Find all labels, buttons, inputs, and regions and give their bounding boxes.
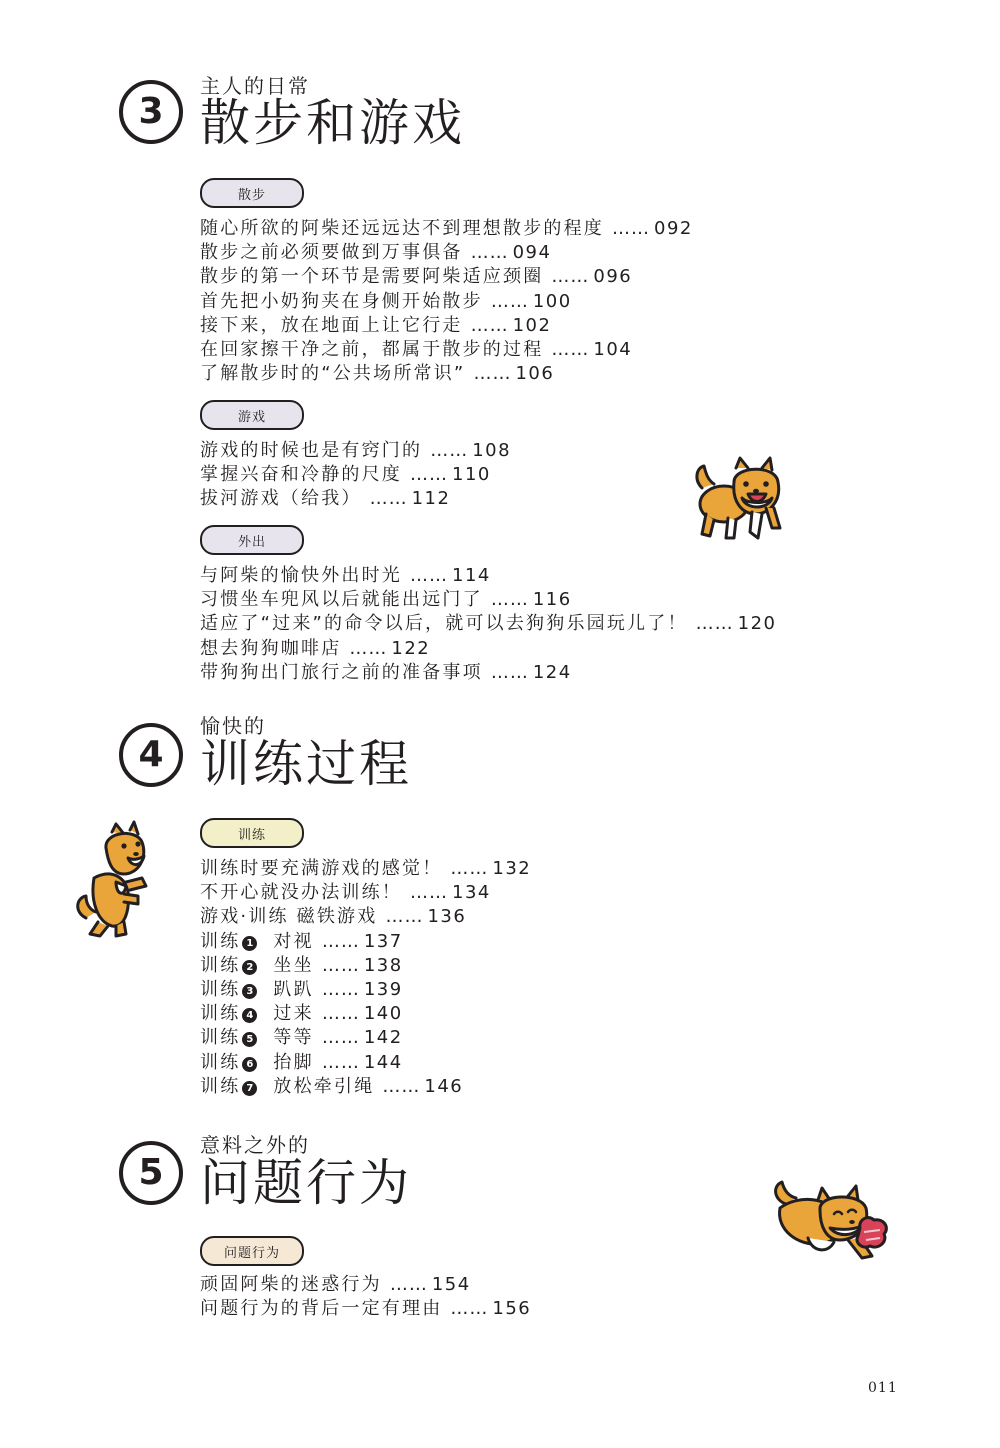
section-label-problem-behavior: 问题行为 — [200, 1236, 304, 1266]
page-number: 104 — [593, 338, 633, 360]
section-label-walk: 散步 — [200, 178, 304, 208]
toc-entry[interactable]: 游戏的时候也是有窍门的 …… 108 — [200, 440, 512, 461]
chapter-5-number-badge — [119, 1141, 183, 1205]
chapter-5-number: 5 — [138, 1152, 164, 1193]
page-number: 142 — [363, 1027, 403, 1049]
page-number: 116 — [532, 589, 572, 611]
page-number: 096 — [593, 266, 633, 288]
toc-list-problem-behavior — [200, 1273, 531, 1321]
page-number: 122 — [391, 637, 431, 659]
toc-entry[interactable]: 散步的第一个环节是需要阿柴适应颈圈 …… 096 — [200, 266, 633, 288]
page-number: 136 — [427, 906, 467, 928]
page-number: 112 — [411, 488, 451, 510]
toc-entry[interactable]: 在回家擦干净之前，都属于散步的过程 …… 104 — [200, 338, 633, 360]
toc-entry[interactable]: 首先把小奶狗夹在身侧开始散步 …… 100 — [200, 290, 572, 312]
chapter-4-title: 训练过程 — [200, 735, 412, 793]
toc-entry[interactable]: 训练 2 坐坐 …… 138 — [200, 954, 403, 976]
shiba-dog-jumping-illustration — [72, 822, 154, 938]
section-label-training: 训练 — [200, 818, 304, 848]
section-label-outing: 外出 — [200, 525, 304, 555]
toc-entry[interactable]: 想去狗狗咖啡店 …… 122 — [200, 637, 431, 659]
toc-entry[interactable]: 带狗狗出门旅行之前的准备事项 …… 124 — [200, 661, 572, 683]
page-number: 134 — [452, 882, 491, 904]
page-number: 154 — [431, 1274, 471, 1295]
step-number-badge: 4 — [242, 1008, 257, 1023]
toc-entry[interactable]: 不开心就没办法训练！ …… 134 — [200, 882, 491, 904]
page-number-footer: 011 — [868, 1380, 898, 1396]
chapter-3-subtitle: 主人的日常 — [200, 74, 310, 98]
page-number: 092 — [654, 218, 693, 239]
shiba-dog-smiling-illustration — [692, 458, 788, 546]
step-number-badge: 7 — [242, 1081, 257, 1096]
page-number: 102 — [512, 314, 552, 336]
page-number: 139 — [363, 978, 403, 1000]
page-number: 110 — [452, 464, 491, 486]
toc-entry[interactable]: 训练 4 过来 …… 140 — [200, 1003, 403, 1025]
page-number: 100 — [532, 290, 572, 312]
page-number: 156 — [492, 1298, 532, 1320]
toc-entry[interactable]: 随心所欲的阿柴还远远达不到理想散步的程度 …… 092 — [200, 218, 693, 239]
step-number-badge: 1 — [242, 936, 257, 951]
page-number: 138 — [363, 954, 403, 976]
chapter-4-subtitle: 愉快的 — [200, 714, 266, 738]
toc-entry[interactable]: 问题行为的背后一定有理由 …… 156 — [200, 1298, 532, 1320]
chapter-5-title: 问题行为 — [200, 1154, 412, 1212]
toc-entry[interactable]: 散步之前必须要做到万事俱备 …… 094 — [200, 242, 552, 264]
chapter-3-title: 散步和游戏 — [200, 94, 465, 152]
toc-entry[interactable]: 接下来，放在地面上让它行走 …… 102 — [200, 314, 552, 336]
page-number: 137 — [363, 930, 403, 952]
toc-entry[interactable]: 训练 5 等等 …… 142 — [200, 1027, 403, 1049]
toc-entry[interactable]: 训练 1 对视 …… 137 — [200, 930, 403, 952]
page-number: 140 — [363, 1003, 403, 1025]
toc-list-play — [200, 439, 511, 512]
chapter-3-number: 3 — [138, 91, 164, 132]
toc-entry[interactable]: 顽固阿柴的迷惑行为 …… 154 — [200, 1274, 471, 1295]
page-number: 132 — [492, 858, 532, 879]
chapter-3-number-badge — [119, 80, 183, 144]
chapter-5-subtitle: 意料之外的 — [200, 1133, 310, 1157]
toc-entry[interactable]: 游戏·训练 磁铁游戏 …… 136 — [200, 906, 467, 928]
page-number: 144 — [363, 1051, 403, 1073]
step-number-badge: 5 — [242, 1032, 257, 1047]
page-number: 124 — [532, 661, 572, 683]
page-number: 106 — [515, 363, 555, 385]
toc-entry[interactable]: 掌握兴奋和冷静的尺度 …… 110 — [200, 464, 491, 486]
page-number: 120 — [737, 613, 777, 635]
chapter-4-number: 4 — [138, 734, 164, 775]
toc-entry[interactable]: 习惯坐车兜风以后就能出远门了 …… 116 — [200, 589, 572, 611]
page-number: 114 — [452, 565, 491, 586]
step-number-badge: 6 — [242, 1057, 257, 1072]
toc-entry[interactable]: 训练 3 趴趴 …… 139 — [200, 978, 403, 1000]
page-number: 146 — [424, 1075, 464, 1097]
toc-list-walk — [200, 217, 693, 386]
section-label-play: 游戏 — [200, 400, 304, 430]
toc-entry[interactable]: 拔河游戏（给我） …… 112 — [200, 488, 451, 510]
page-number: 094 — [512, 242, 552, 264]
step-number-badge: 2 — [242, 960, 257, 975]
page-number: 108 — [472, 440, 512, 461]
toc-entry[interactable]: 训练时要充满游戏的感觉！ …… 132 — [200, 858, 532, 879]
shiba-dog-chewing-toy-illustration — [768, 1180, 896, 1276]
toc-entry[interactable]: 训练 6 抬脚 …… 144 — [200, 1051, 403, 1073]
toc-entry[interactable]: 了解散步时的“公共场所常识” …… 106 — [200, 363, 555, 385]
toc-list-outing — [200, 564, 777, 685]
step-number-badge: 3 — [242, 984, 257, 999]
toc-list-training — [200, 857, 531, 1099]
toc-entry[interactable]: 适应了“过来”的命令以后，就可以去狗狗乐园玩儿了！ …… 120 — [200, 613, 777, 635]
chapter-4-number-badge — [119, 723, 183, 787]
toc-entry[interactable]: 训练 7 放松牵引绳 …… 146 — [200, 1075, 464, 1097]
toc-entry[interactable]: 与阿柴的愉快外出时光 …… 114 — [200, 565, 491, 586]
